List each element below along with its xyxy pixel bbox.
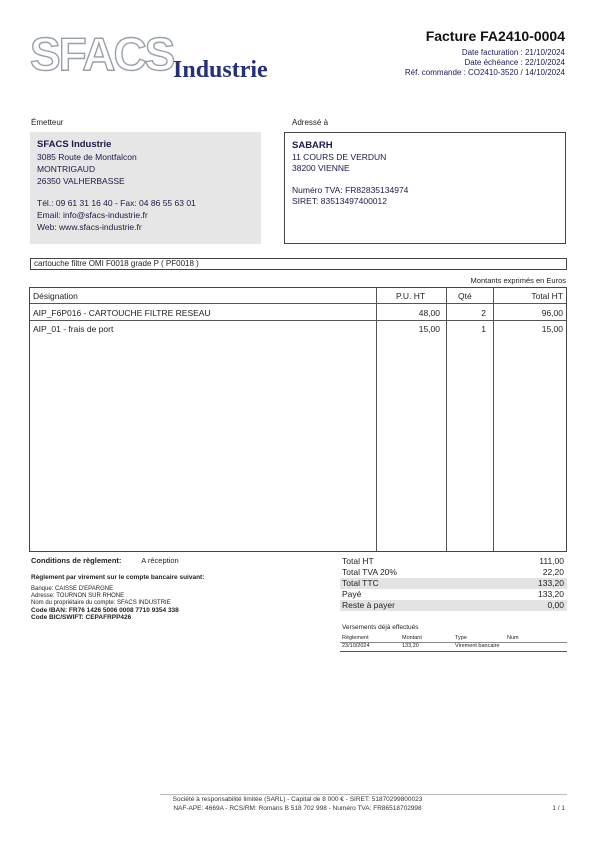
bank-address: Adresse: TOURNON SUR RHONE — [31, 593, 125, 599]
account-owner: Nom du propriétaire du compte: SFACS INDUSTRIE — [31, 600, 171, 606]
invoice-meta — [405, 48, 565, 78]
page-number: 1 / 1 — [552, 805, 565, 812]
total-label: Payé — [342, 589, 362, 599]
logo-brand-text: SFACS — [30, 30, 174, 80]
bank-details — [31, 574, 321, 621]
invoice-description: cartouche filtre OMI F0018 grade P ( PF0018 ) — [30, 258, 567, 270]
bank-name: Banque: CAISSE D'EPARGNE — [31, 586, 114, 592]
table-col-divider — [493, 288, 494, 551]
payment-conditions — [31, 556, 179, 565]
client-address2: 38200 VIENNE — [292, 163, 350, 173]
total-value: 22,20 — [542, 567, 564, 577]
emitter-name: SFACS Industrie — [37, 139, 112, 150]
total-ht-row — [340, 556, 567, 567]
iban: Code IBAN: FR76 1426 5006 0008 7710 9354 338 — [31, 607, 179, 614]
header-pu: P.U. HT — [396, 291, 426, 301]
emitter-address2: MONTRIGAUD — [37, 164, 96, 174]
paid-row — [340, 589, 567, 600]
row-divider — [30, 320, 566, 321]
payments-header-montant: Montant — [402, 635, 422, 641]
ref-commande: Réf. commande : CO2410-3520 / 14/10/2024 — [404, 68, 565, 77]
total-label: Total TVA 20% — [342, 567, 397, 577]
emitter-label: Émetteur — [31, 118, 64, 127]
emitter-email: Email: info@sfacs-industrie.fr — [37, 210, 148, 220]
client-tva: Numéro TVA: FR82835134974 — [292, 185, 409, 195]
total-value: 133,20 — [538, 578, 564, 588]
payments-header-num: Num — [507, 635, 519, 641]
total-label: Reste à payer — [342, 600, 395, 610]
payments-header-type: Type — [455, 635, 467, 641]
logo-sub-text: Industrie — [173, 57, 268, 80]
client-address1: 11 COURS DE VERDUN — [292, 152, 387, 162]
row-designation: AIP_F6P016 - CARTOUCHE FILTRE RESEAU — [33, 308, 211, 318]
header-qty: Qté — [458, 291, 472, 301]
invoice-title: Facture FA2410-0004 — [425, 28, 565, 44]
table-col-divider — [446, 288, 447, 551]
emitter-address3: 26350 VALHERBASSE — [37, 176, 125, 186]
header-designation: Désignation — [33, 291, 78, 301]
legal-footer — [0, 795, 595, 813]
client-name: SABARH — [292, 140, 333, 151]
row-qty: 2 — [481, 308, 486, 318]
company-logo — [30, 30, 290, 80]
table-header-divider — [30, 303, 566, 304]
total-value: 0,00 — [547, 600, 564, 610]
payments-header — [340, 635, 567, 643]
total-value: 133,20 — [538, 589, 564, 599]
emitter-box — [30, 132, 261, 244]
total-label: Total HT — [342, 556, 374, 566]
emitter-phone: Tél.: 09 61 31 16 40 - Fax: 04 86 55 63 01 — [37, 198, 196, 208]
conditions-label: Conditions de règlement: — [31, 556, 122, 565]
row-total: 15,00 — [541, 324, 563, 334]
payments-header-reglement: Règlement — [342, 635, 369, 641]
total-value: 111,00 — [539, 556, 564, 566]
currency-note: Montants exprimés en Euros — [470, 276, 566, 285]
total-tva-row — [340, 567, 567, 578]
total-label: Total TTC — [342, 578, 379, 588]
row-total: 96,00 — [541, 308, 563, 318]
payment-type: Virement bancaire — [455, 643, 500, 649]
bic: Code BIC/SWIFT: CEPAFRPP426 — [31, 614, 132, 621]
payments-table — [340, 635, 567, 652]
footer-line2: NAF-APE: 4669A - RCS/RM: Romans B 518 702 998 - Numéro TVA: FR86518702998 — [173, 805, 422, 812]
remaining-row — [340, 600, 567, 611]
conditions-value: A réception — [141, 556, 179, 565]
payments-title: Versements déjà effectués — [342, 624, 419, 631]
date-echeance: Date échéance : 22/10/2024 — [464, 58, 565, 67]
payment-amount: 133,20 — [402, 643, 419, 649]
payment-date: 23/10/2024 — [342, 643, 370, 649]
row-pu: 15,00 — [418, 324, 440, 334]
virement-title: Règlement par virement sur le compte bancaire suivant: — [31, 574, 205, 581]
client-label: Adressé à — [292, 118, 329, 127]
client-box — [284, 132, 566, 244]
emitter-web: Web: www.sfacs-industrie.fr — [37, 222, 142, 232]
table-col-divider — [376, 288, 377, 551]
footer-line1: Société à responsabilité limitée (SARL) - Capital de 8 000 € - SIRET: 51870299800023 — [172, 796, 423, 803]
row-qty: 1 — [481, 324, 486, 334]
row-designation: AIP_01 - frais de port — [33, 324, 114, 334]
items-table — [29, 287, 567, 552]
client-siret: SIRET: 83513497400012 — [292, 196, 387, 206]
row-pu: 48,00 — [418, 308, 440, 318]
total-ttc-row — [340, 578, 567, 589]
emitter-address1: 3085 Route de Montfalcon — [37, 152, 137, 162]
date-facturation: Date facturation : 21/10/2024 — [461, 48, 565, 57]
header-total: Total HT — [531, 291, 563, 301]
